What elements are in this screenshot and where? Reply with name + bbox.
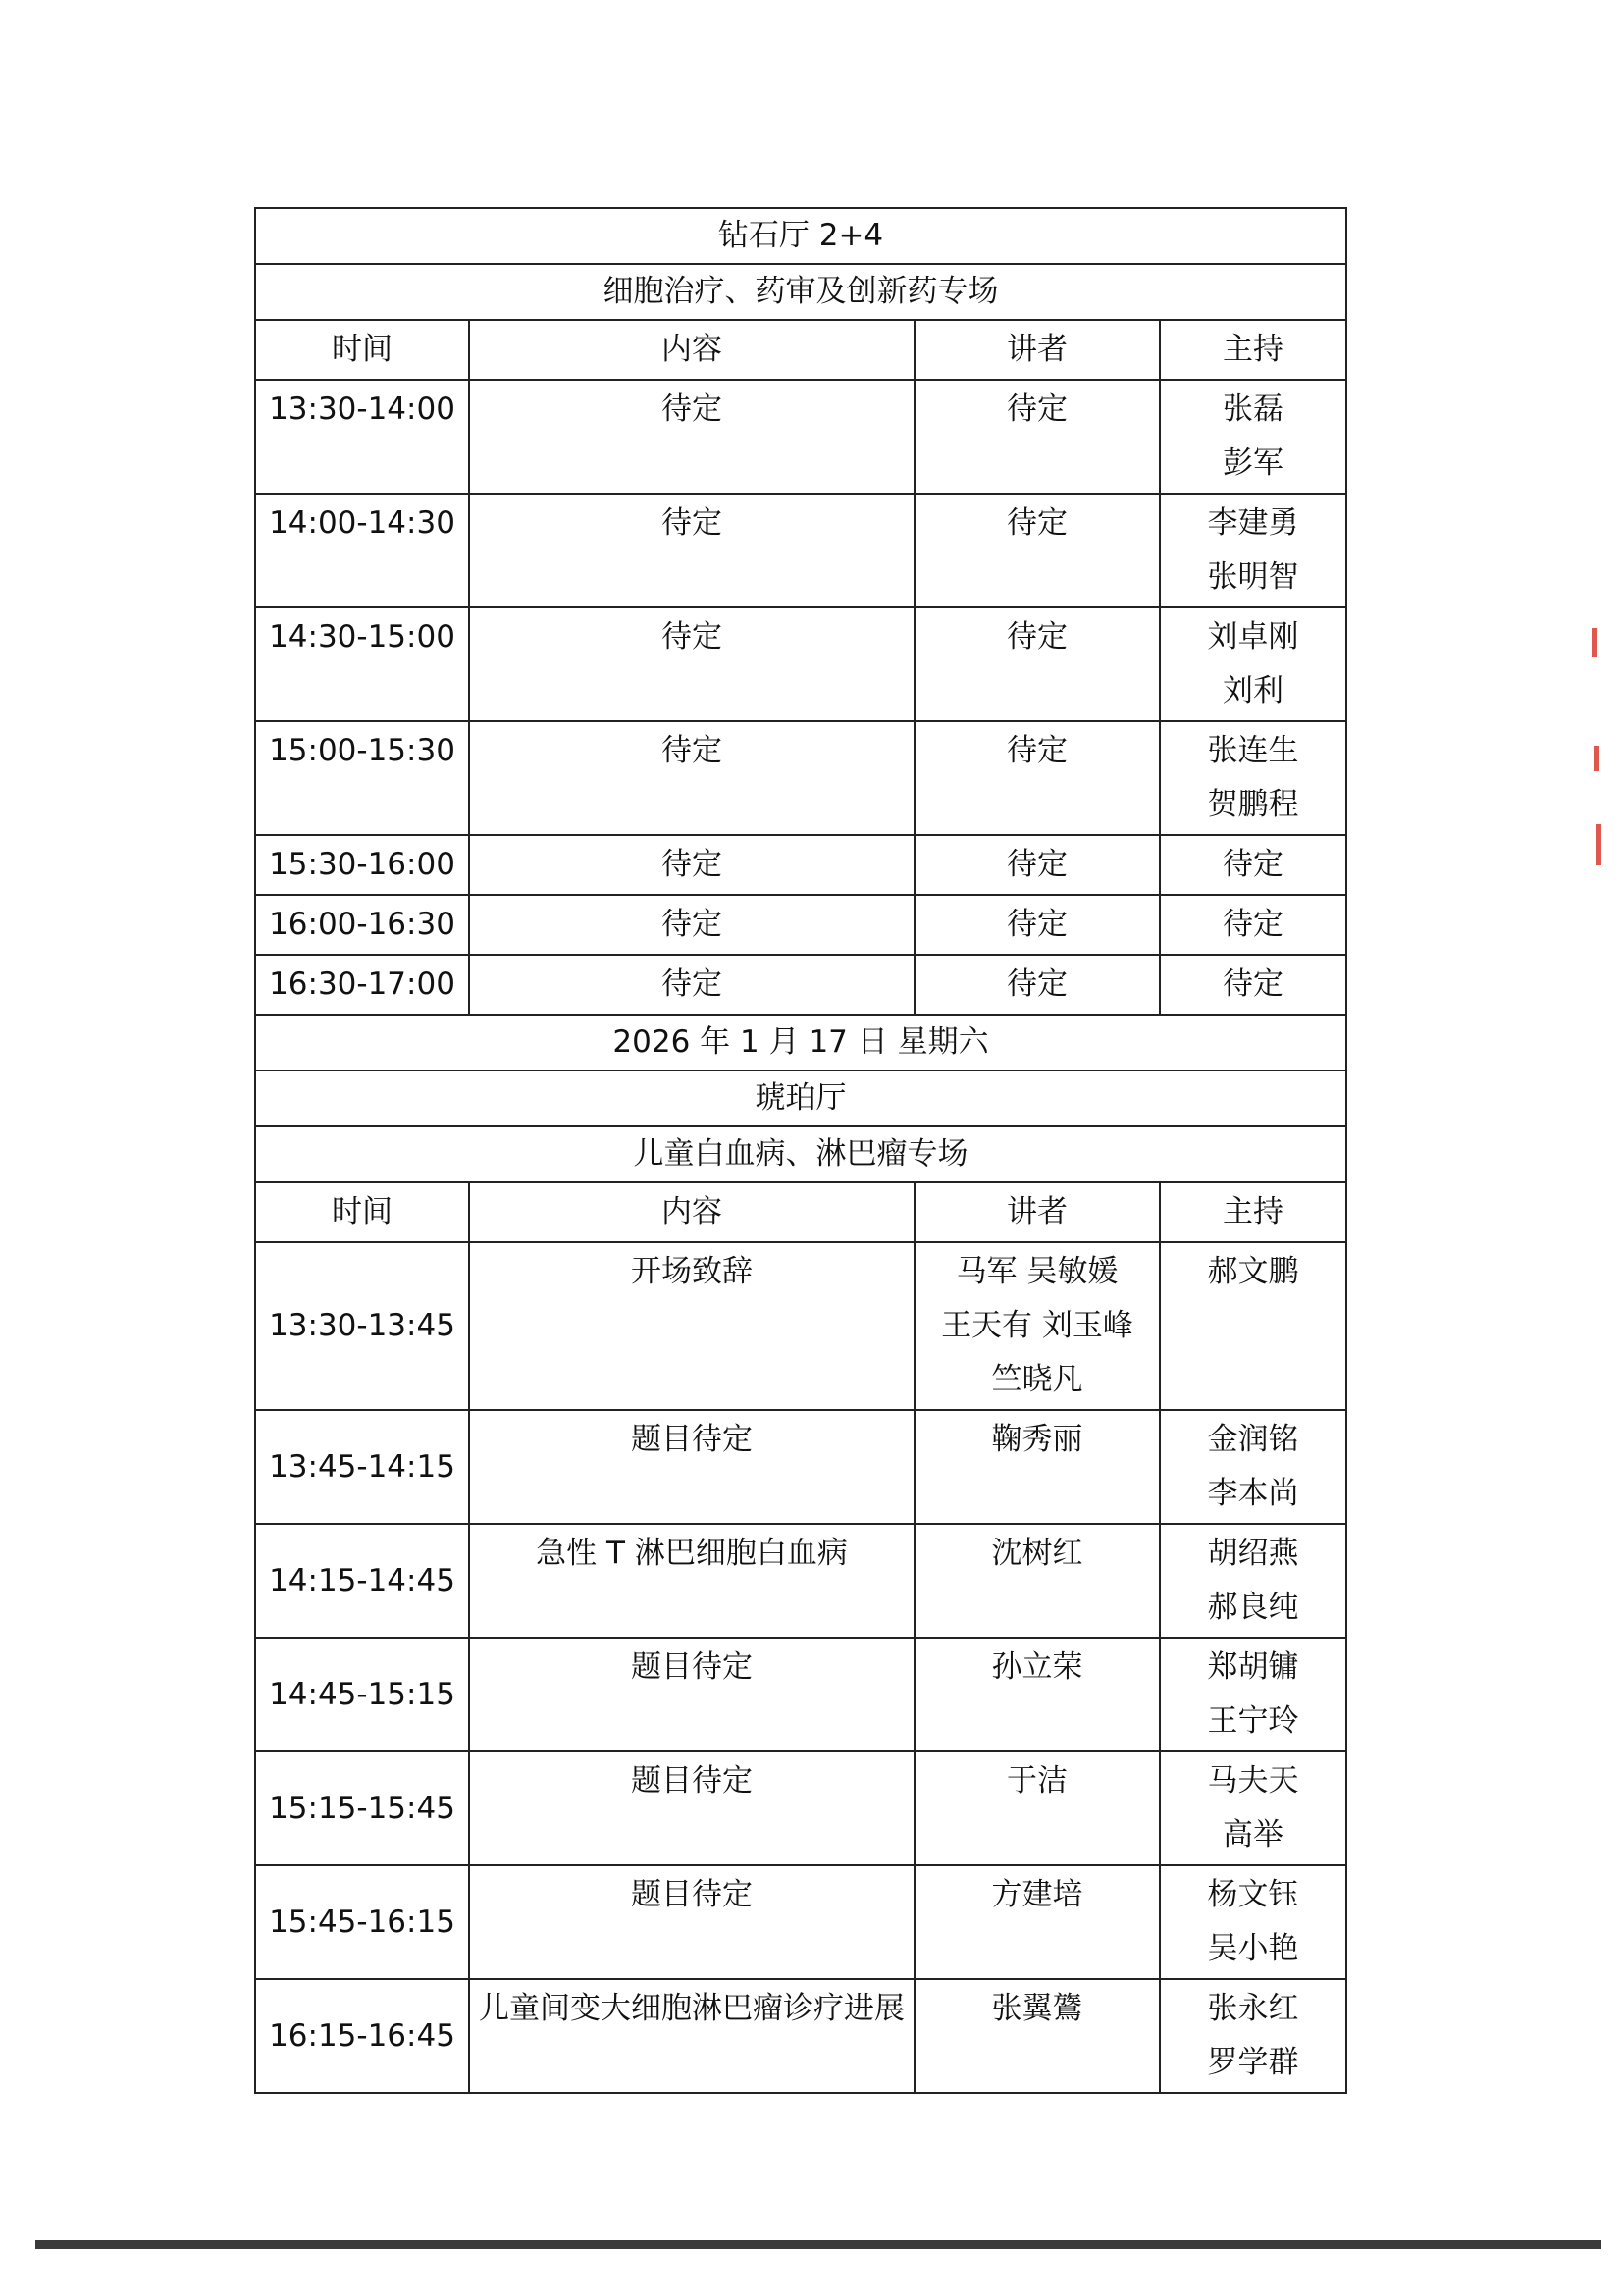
table-row xyxy=(255,1865,1346,1979)
table-row xyxy=(255,1410,1346,1524)
scan-mark xyxy=(1594,746,1599,771)
table-row xyxy=(255,895,1346,955)
content-cell: 题目待定 xyxy=(469,1865,915,1979)
host-cell: 马夫天 高举 xyxy=(1160,1751,1346,1865)
content-cell: 题目待定 xyxy=(469,1751,915,1865)
section-title: 钻石厅 2+4 xyxy=(255,208,1346,264)
time-cell: 13:30-13:45 xyxy=(255,1242,469,1410)
content-cell: 开场致辞 xyxy=(469,1242,915,1410)
time-cell: 13:30-14:00 xyxy=(255,380,469,494)
host-cell: 待定 xyxy=(1160,835,1346,895)
column-header: 主持 xyxy=(1160,1182,1346,1242)
table-row xyxy=(255,835,1346,895)
section-row xyxy=(255,208,1346,264)
column-header: 内容 xyxy=(469,1182,915,1242)
speaker-cell: 待定 xyxy=(915,835,1160,895)
section-row xyxy=(255,1015,1346,1070)
host-cell: 张永红 罗学群 xyxy=(1160,1979,1346,2093)
header-row xyxy=(255,1182,1346,1242)
speaker-cell: 方建培 xyxy=(915,1865,1160,1979)
time-cell: 15:30-16:00 xyxy=(255,835,469,895)
section-row xyxy=(255,264,1346,320)
time-cell: 15:15-15:45 xyxy=(255,1751,469,1865)
content-cell: 题目待定 xyxy=(469,1638,915,1751)
section-title: 琥珀厅 xyxy=(255,1070,1346,1126)
column-header: 讲者 xyxy=(915,1182,1160,1242)
scan-mark xyxy=(1596,824,1601,865)
host-cell: 杨文钰 吴小艳 xyxy=(1160,1865,1346,1979)
host-cell: 刘卓刚 刘利 xyxy=(1160,607,1346,721)
speaker-cell: 孙立荣 xyxy=(915,1638,1160,1751)
section-title: 细胞治疗、药审及创新药专场 xyxy=(255,264,1346,320)
host-cell: 李建勇 张明智 xyxy=(1160,494,1346,607)
speaker-cell: 待定 xyxy=(915,494,1160,607)
time-cell: 16:00-16:30 xyxy=(255,895,469,955)
time-cell: 15:00-15:30 xyxy=(255,721,469,835)
content-cell: 待定 xyxy=(469,895,915,955)
time-cell: 14:00-14:30 xyxy=(255,494,469,607)
table-row xyxy=(255,494,1346,607)
time-cell: 16:15-16:45 xyxy=(255,1979,469,2093)
content-cell: 急性 T 淋巴细胞白血病 xyxy=(469,1524,915,1638)
content-cell: 待定 xyxy=(469,955,915,1015)
host-cell: 郑胡镛 王宁玲 xyxy=(1160,1638,1346,1751)
time-cell: 14:30-15:00 xyxy=(255,607,469,721)
section-row xyxy=(255,1126,1346,1182)
speaker-cell: 待定 xyxy=(915,955,1160,1015)
host-cell: 郝文鹏 xyxy=(1160,1242,1346,1410)
table-row xyxy=(255,955,1346,1015)
time-cell: 14:45-15:15 xyxy=(255,1638,469,1751)
column-header: 时间 xyxy=(255,1182,469,1242)
schedule-table xyxy=(254,207,1347,2094)
host-cell: 张磊 彭军 xyxy=(1160,380,1346,494)
column-header: 主持 xyxy=(1160,320,1346,380)
time-cell: 15:45-16:15 xyxy=(255,1865,469,1979)
speaker-cell: 待定 xyxy=(915,607,1160,721)
content-cell: 待定 xyxy=(469,721,915,835)
scan-mark xyxy=(1592,628,1597,657)
speaker-cell: 待定 xyxy=(915,380,1160,494)
content-cell: 待定 xyxy=(469,380,915,494)
section-row xyxy=(255,1070,1346,1126)
speaker-cell: 张翼鷟 xyxy=(915,1979,1160,2093)
speaker-cell: 沈树红 xyxy=(915,1524,1160,1638)
host-cell: 待定 xyxy=(1160,895,1346,955)
section-title: 2026 年 1 月 17 日 星期六 xyxy=(255,1015,1346,1070)
speaker-cell: 待定 xyxy=(915,895,1160,955)
speaker-cell: 待定 xyxy=(915,721,1160,835)
table-row xyxy=(255,380,1346,494)
table-row xyxy=(255,1751,1346,1865)
content-cell: 待定 xyxy=(469,494,915,607)
bottom-rule xyxy=(35,2240,1601,2249)
speaker-cell: 鞠秀丽 xyxy=(915,1410,1160,1524)
content-cell: 题目待定 xyxy=(469,1410,915,1524)
table-row xyxy=(255,1242,1346,1410)
column-header: 时间 xyxy=(255,320,469,380)
column-header: 内容 xyxy=(469,320,915,380)
section-title: 儿童白血病、淋巴瘤专场 xyxy=(255,1126,1346,1182)
host-cell: 张连生 贺鹏程 xyxy=(1160,721,1346,835)
content-cell: 儿童间变大细胞淋巴瘤诊疗进展 xyxy=(469,1979,915,2093)
time-cell: 13:45-14:15 xyxy=(255,1410,469,1524)
time-cell: 14:15-14:45 xyxy=(255,1524,469,1638)
table-row xyxy=(255,1524,1346,1638)
content-cell: 待定 xyxy=(469,835,915,895)
time-cell: 16:30-17:00 xyxy=(255,955,469,1015)
speaker-cell: 于洁 xyxy=(915,1751,1160,1865)
header-row xyxy=(255,320,1346,380)
host-cell: 金润铭 李本尚 xyxy=(1160,1410,1346,1524)
column-header: 讲者 xyxy=(915,320,1160,380)
content-cell: 待定 xyxy=(469,607,915,721)
host-cell: 胡绍燕 郝良纯 xyxy=(1160,1524,1346,1638)
table-row xyxy=(255,1979,1346,2093)
host-cell: 待定 xyxy=(1160,955,1346,1015)
table-row xyxy=(255,721,1346,835)
table-row xyxy=(255,1638,1346,1751)
speaker-cell: 马军 吴敏媛 王天有 刘玉峰 竺晓凡 xyxy=(915,1242,1160,1410)
table-row xyxy=(255,607,1346,721)
